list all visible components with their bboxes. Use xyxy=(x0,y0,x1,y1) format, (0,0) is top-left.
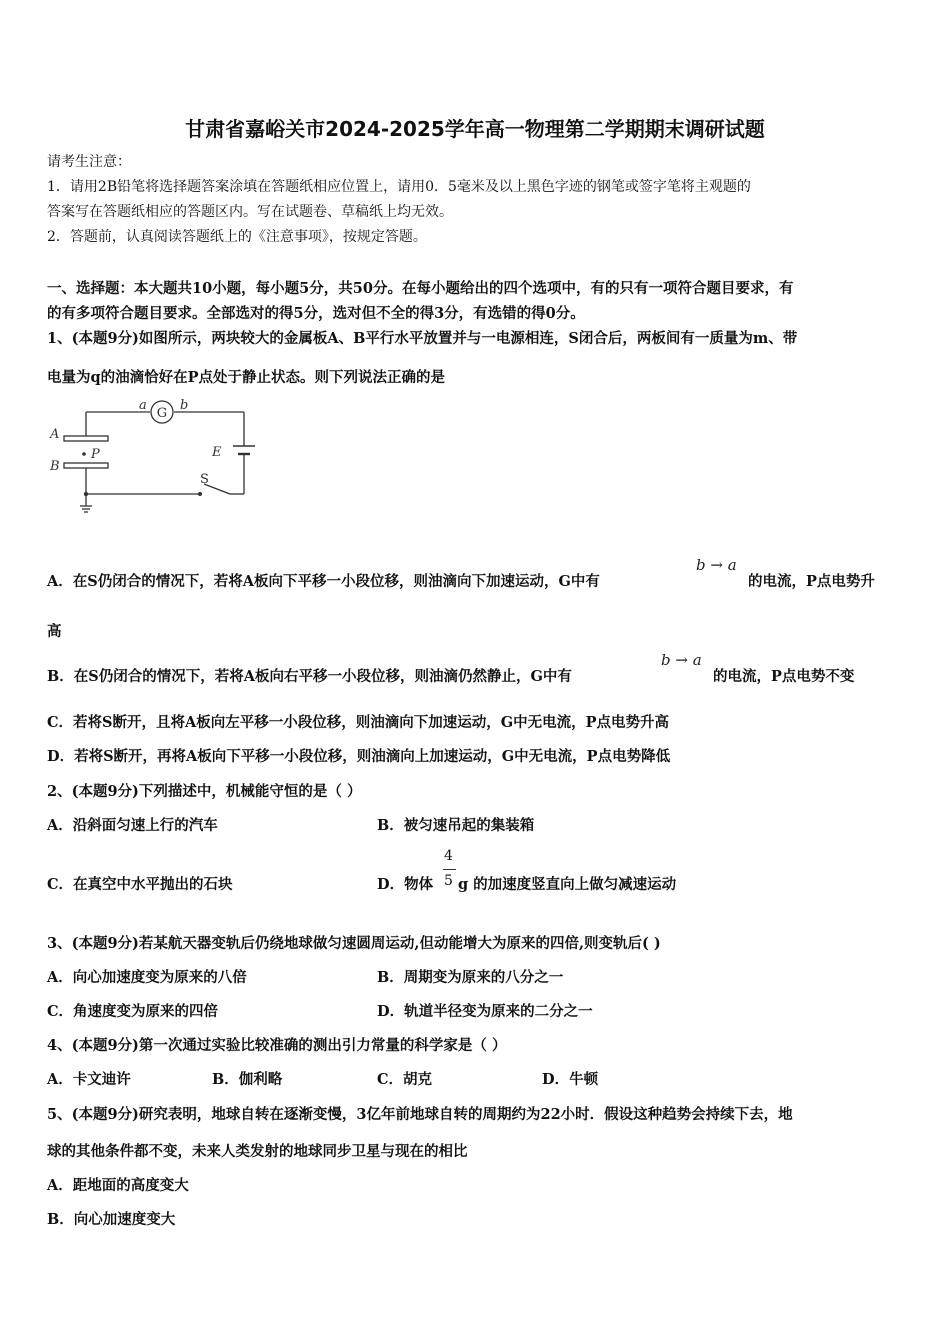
page-title: 甘肃省嘉峪关市2024-2025学年高一物理第二学期期末调研试题 xyxy=(185,117,765,141)
plate-b-label: B xyxy=(50,459,60,474)
q2-stem: 2、(本题9分)下列描述中，机械能守恒的是（ ） xyxy=(47,783,362,800)
q3-option-b: B．周期变为原来的八分之一 xyxy=(377,969,564,986)
q1-option-a-part-3: 高 xyxy=(47,623,62,640)
junction-dot xyxy=(84,492,88,496)
fraction-bar xyxy=(443,869,456,870)
plate-a-label: A xyxy=(50,427,60,442)
q2-option-c: C．在真空中水平抛出的石块 xyxy=(47,876,233,893)
q1-stem-1: 1、(本题9分)如图所示，两块较大的金属板A、B平行水平放置并与一电源相连，S闭合后，两板间有一质量为m、带 xyxy=(47,330,798,347)
node-a-label: a xyxy=(139,398,147,413)
notice-heading: 请考生注意： xyxy=(47,154,131,170)
q2-option-b: B．被匀速吊起的集装箱 xyxy=(377,817,535,834)
q2-option-a: A．沿斜面匀速上行的汽车 xyxy=(47,817,218,834)
point-p-label: P xyxy=(91,447,100,462)
q3-stem: 3、(本题9分)若某航天器变轨后仍绕地球做匀速圆周运动,但动能增大为原来的四倍,则变轨后( ) xyxy=(47,935,661,952)
q5-option-b: B．向心加速度变大 xyxy=(47,1211,176,1228)
q1-option-c: C．若将S断开，且将A板向左平移一小段位移，则油滴向下加速运动，G中无电流，P点电势升高 xyxy=(47,714,670,731)
q2-option-d-part-2: g 的加速度竖直向上做匀减速运动 xyxy=(458,876,677,893)
notice-line-1: 1．请用2B铅笔将选择题答案涂填在答题纸相应位置上，请用0．5毫米及以上黑色字迹的钢笔或签字笔将主观题的 xyxy=(47,179,751,195)
q3-option-c: C．角速度变为原来的四倍 xyxy=(47,1003,219,1020)
switch-label: S xyxy=(200,472,209,487)
notice-line-3: 2．答题前，认真阅读答题纸上的《注意事项》，按规定答题。 xyxy=(47,229,427,245)
point-p-dot xyxy=(82,452,86,456)
galvanometer-label: G xyxy=(156,406,168,421)
circuit-diagram xyxy=(44,394,264,524)
notice-line-2: 答案写在答题纸相应的答题区内。写在试题卷、草稿纸上均无效。 xyxy=(47,204,453,220)
section-instructions-2: 的有多项符合题目要求。全部选对的得5分，选对但不全的得3分，有选错的得0分。 xyxy=(47,305,585,322)
q1-option-a-part-1: A．在S仍闭合的情况下，若将A板向下平移一小段位移，则油滴向下加速运动，G中有 xyxy=(47,573,600,590)
q2-option-d-part-1: D．物体 xyxy=(377,876,434,893)
q1-option-b-current: b → a xyxy=(661,651,702,669)
q1-option-b-part-1: B．在S仍闭合的情况下，若将A板向右平移一小段位移，则油滴仍然静止，G中有 xyxy=(47,668,572,685)
q5-stem-1: 5、(本题9分)研究表明，地球自转在逐渐变慢，3亿年前地球自转的周期约为22小时．假设这种趋势会持续下去，地 xyxy=(47,1106,793,1123)
q4-stem: 4、(本题9分)第一次通过实验比较准确的测出引力常量的科学家是（ ） xyxy=(47,1037,507,1054)
q4-option-c: C．胡克 xyxy=(377,1071,433,1088)
q5-stem-2: 球的其他条件都不变，未来人类发射的地球同步卫星与现在的相比 xyxy=(47,1143,468,1160)
switch-pivot xyxy=(198,492,202,496)
fraction-numerator: 4 xyxy=(444,848,453,864)
q1-stem-2: 电量为q的油滴恰好在P点处于静止状态。则下列说法正确的是 xyxy=(47,369,446,386)
battery-label: E xyxy=(212,445,222,460)
q3-option-d: D．轨道半径变为原来的二分之一 xyxy=(377,1003,593,1020)
q5-option-a: A．距地面的高度变大 xyxy=(47,1177,189,1194)
q1-option-b-part-2: 的电流，P点电势不变 xyxy=(713,668,855,685)
q4-option-b: B．伽利略 xyxy=(212,1071,283,1088)
section-instructions-1: 一、选择题：本大题共10小题，每小题5分，共50分。在每小题给出的四个选项中，有的只有一项符合题目要求，有 xyxy=(47,280,794,297)
q1-option-a-current: b → a xyxy=(696,556,737,574)
q1-option-d: D．若将S断开，再将A板向下平移一小段位移，则油滴向上加速运动，G中无电流，P点电势降低 xyxy=(47,748,671,765)
node-b-label: b xyxy=(180,398,189,413)
q4-option-d: D．牛顿 xyxy=(542,1071,599,1088)
q3-option-a: A．向心加速度变为原来的八倍 xyxy=(47,969,247,986)
q4-option-a: A．卡文迪许 xyxy=(47,1071,131,1088)
fraction-denominator: 5 xyxy=(444,873,453,889)
q1-option-a-part-2: 的电流，P点电势升 xyxy=(748,573,875,590)
